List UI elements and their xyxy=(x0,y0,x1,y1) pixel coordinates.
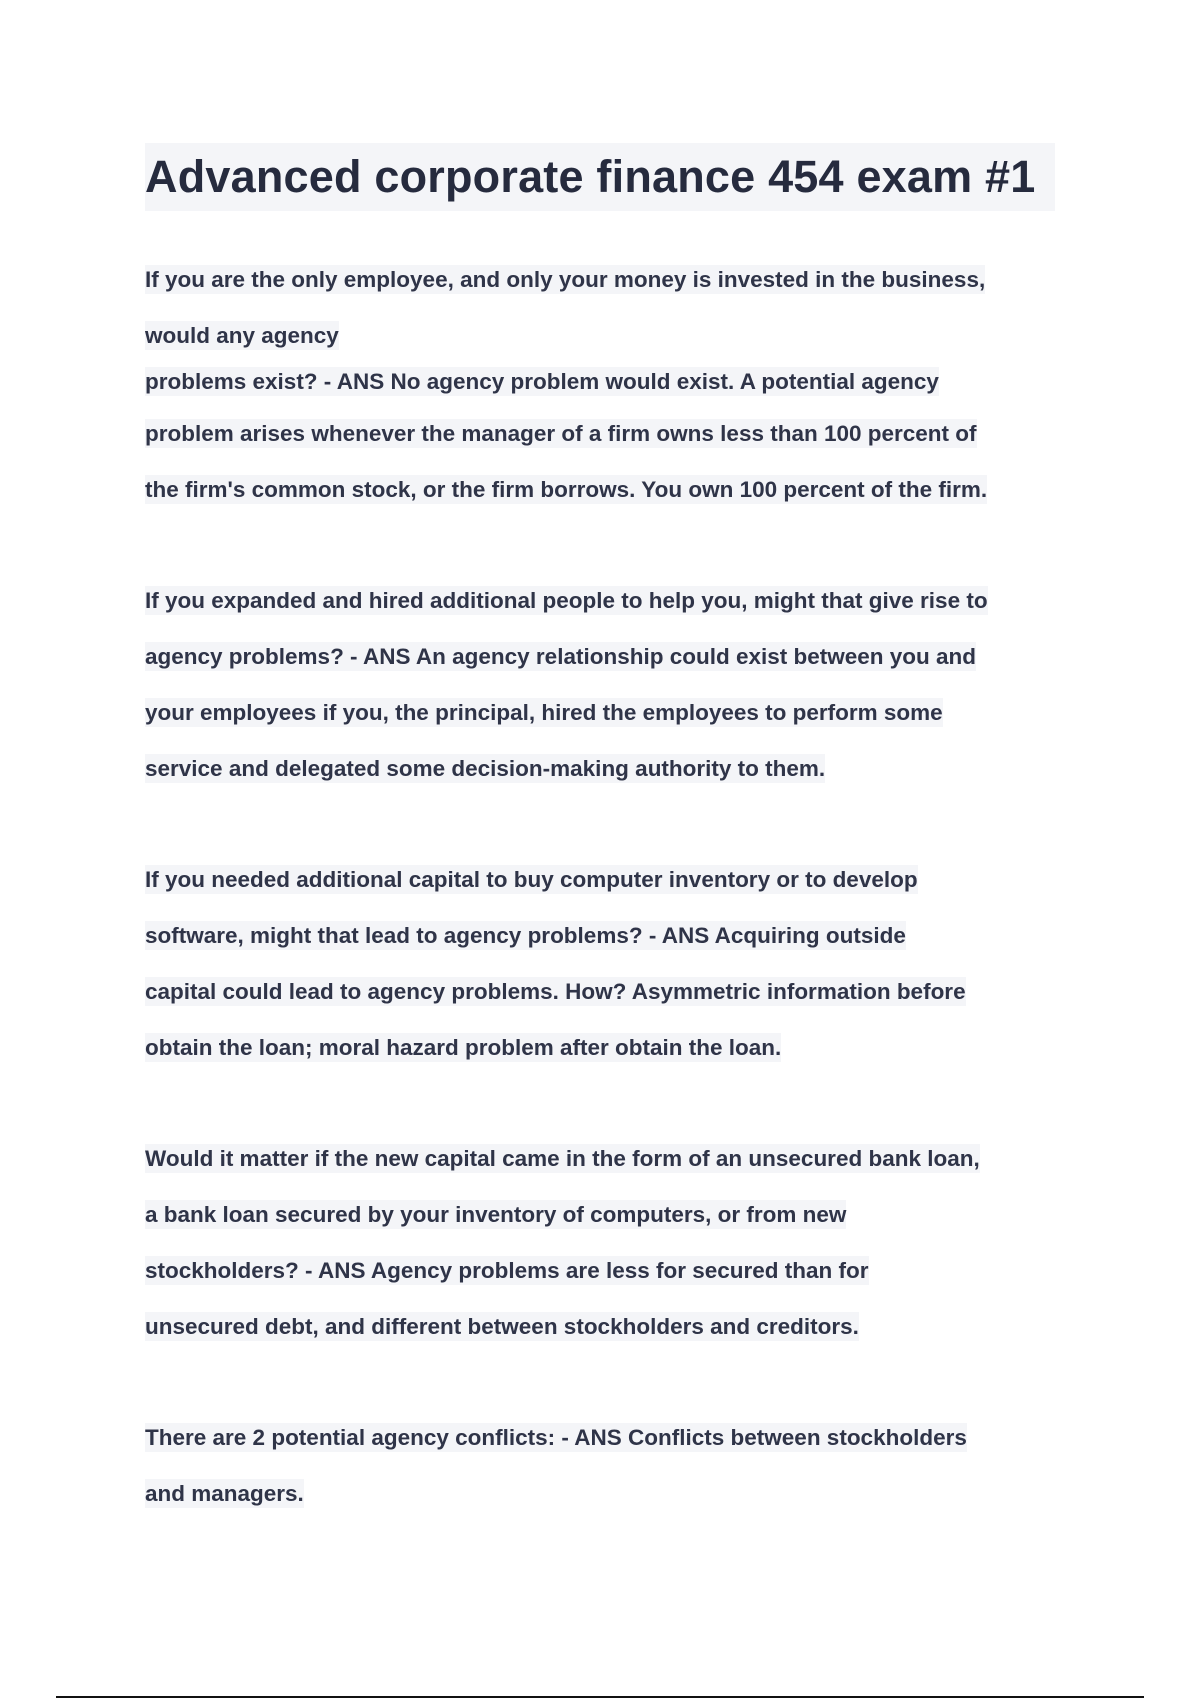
text-line-content: There are 2 potential agency conflicts: - ANS Conflicts between stockholders xyxy=(145,1425,967,1450)
text-line-content: Would it matter if the new capital came in the form of an unsecured bank loan, xyxy=(145,1146,980,1171)
text-line-content: capital could lead to agency problems. How? Asymmetric information before xyxy=(145,979,966,1004)
text-line-content: obtain the loan; moral hazard problem after obtain the loan. xyxy=(145,1035,782,1060)
text-line xyxy=(145,1020,1055,1076)
text-line xyxy=(145,1466,1055,1522)
text-line-content: stockholders? - ANS Agency problems are less for secured than for xyxy=(145,1258,869,1283)
text-line xyxy=(145,1299,1055,1355)
qa-item xyxy=(145,1131,1055,1355)
qa-item xyxy=(145,852,1055,1076)
page-title: Advanced corporate finance 454 exam #1 xyxy=(145,143,1055,211)
qa-item xyxy=(145,252,1055,518)
text-line xyxy=(145,1131,1055,1187)
text-line-content: your employees if you, the principal, hired the employees to perform some xyxy=(145,700,943,725)
qa-item xyxy=(145,1410,1055,1522)
text-line xyxy=(145,252,1055,308)
text-line-content: problem arises whenever the manager of a firm owns less than 100 percent of xyxy=(145,421,977,446)
text-line-content: would any agency xyxy=(145,323,339,348)
text-line xyxy=(145,685,1055,741)
text-line-content: If you needed additional capital to buy computer inventory or to develop xyxy=(145,867,918,892)
text-line-content: agency problems? - ANS An agency relationship could exist between you and xyxy=(145,644,977,669)
text-line xyxy=(145,852,1055,908)
text-line xyxy=(145,741,1055,797)
text-line xyxy=(145,1410,1055,1466)
text-line xyxy=(145,462,1055,518)
text-line xyxy=(145,1187,1055,1243)
text-line-content: the firm's common stock, or the firm borrows. You own 100 percent of the firm. xyxy=(145,477,988,502)
text-line xyxy=(145,964,1055,1020)
text-line-content: and managers. xyxy=(145,1481,304,1506)
text-line xyxy=(145,358,1055,406)
text-line-content: unsecured debt, and different between stockholders and creditors. xyxy=(145,1314,859,1339)
text-line-content: If you expanded and hired additional people to help you, might that give rise to xyxy=(145,588,988,613)
text-line-content: software, might that lead to agency problems? - ANS Acquiring outside xyxy=(145,923,906,948)
text-line-content: service and delegated some decision-making authority to them. xyxy=(145,756,826,781)
text-line-content: If you are the only employee, and only your money is invested in the business, xyxy=(145,267,986,292)
qa-item xyxy=(145,573,1055,797)
text-line-content: a bank loan secured by your inventory of computers, or from new xyxy=(145,1202,847,1227)
qa-list xyxy=(145,252,1055,1577)
text-line xyxy=(145,908,1055,964)
text-line xyxy=(145,573,1055,629)
text-line-content: problems exist? - ANS No agency problem would exist. A potential agency xyxy=(145,369,939,394)
page-footer-divider xyxy=(56,1696,1144,1698)
text-line xyxy=(145,1243,1055,1299)
text-line xyxy=(145,308,1055,364)
text-line xyxy=(145,629,1055,685)
text-line xyxy=(145,406,1055,462)
